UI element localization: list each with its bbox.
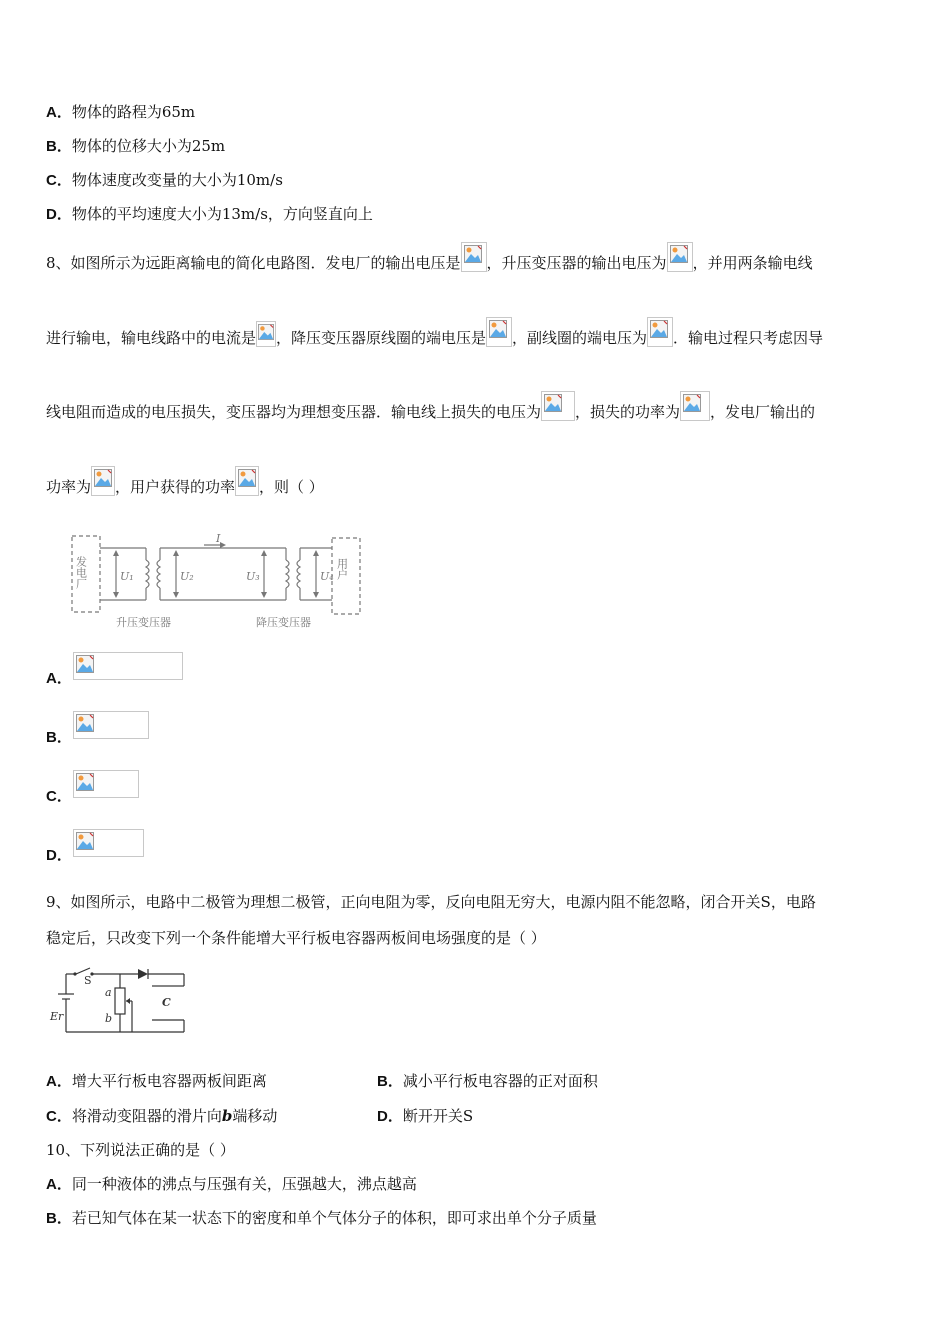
option-text: 物体速度改变量的大小为10m/s xyxy=(71,171,283,189)
option-c-image xyxy=(73,770,139,798)
transmission-circuit-diagram xyxy=(64,530,364,634)
text: 进行输电，输电线路中的电流是 xyxy=(46,329,257,347)
q8-stem-line-4 xyxy=(46,466,324,497)
broken-image-icon xyxy=(647,317,673,347)
option-b-image xyxy=(73,711,149,739)
broken-image-icon xyxy=(486,317,512,347)
broken-image-icon xyxy=(667,242,693,272)
q8-option-c xyxy=(46,786,72,807)
step-down-transformer-label: 降压变压器 xyxy=(256,616,311,629)
switch-label: S xyxy=(84,974,92,987)
option-text: 若已知气体在某一状态下的密度和单个气体分子的体积，即可求出单个分子质量 xyxy=(71,1209,597,1227)
q8-option-b xyxy=(46,727,72,748)
option-letter: C． xyxy=(46,172,72,189)
q7-option-d xyxy=(46,204,373,225)
step-up-transformer-label: 升压变压器 xyxy=(116,616,171,629)
broken-image-icon xyxy=(76,714,94,732)
text: ，降压变压器原线圈的端电压是 xyxy=(276,329,487,347)
option-letter: B． xyxy=(46,729,72,746)
option-letter: D． xyxy=(46,206,72,223)
q7-option-a xyxy=(46,102,195,123)
q9-option-c xyxy=(46,1106,277,1127)
option-italic: b xyxy=(221,1107,233,1125)
option-text: 减小平行板电容器的正对面积 xyxy=(402,1072,598,1090)
broken-image-icon xyxy=(91,466,115,496)
q9-option-b xyxy=(377,1071,598,1092)
option-text: 物体的平均速度大小为13m/s，方向竖直向上 xyxy=(71,205,373,223)
option-text: 断开开关S xyxy=(402,1107,474,1125)
q8-option-d xyxy=(46,845,72,866)
terminal-a-label: a xyxy=(105,986,112,999)
option-text: 物体的位移大小为25m xyxy=(71,137,226,155)
text: ，损失的功率为 xyxy=(575,403,681,421)
q7-option-b xyxy=(46,136,225,157)
text: ，并用两条输电线 xyxy=(692,254,813,272)
terminal-b-label: b xyxy=(105,1012,113,1025)
text: 线电阻而造成的电压损失，变压器均为理想变压器．输电线上损失的电压为 xyxy=(46,403,542,421)
option-d-image xyxy=(73,829,144,857)
q9-stem-line-2: 稳定后，只改变下列一个条件能增大平行板电容器两板间电场强度的是（ ） xyxy=(46,929,546,947)
option-text: 端移动 xyxy=(232,1107,278,1125)
option-letter: B． xyxy=(377,1073,403,1090)
source-label: Er xyxy=(50,1010,64,1023)
u2-label: U₂ xyxy=(180,570,194,583)
broken-image-icon xyxy=(256,321,276,347)
option-letter: C． xyxy=(46,1108,72,1125)
option-letter: A． xyxy=(46,1176,72,1193)
q10-option-a xyxy=(46,1174,417,1195)
broken-image-icon xyxy=(76,832,94,850)
diode-capacitor-circuit-diagram xyxy=(46,960,188,1042)
option-letter: A． xyxy=(46,670,72,687)
q10-stem: 10、下列说法正确的是（ ） xyxy=(46,1141,235,1159)
user-label: 用户 xyxy=(335,558,349,580)
option-letter: C． xyxy=(46,788,72,805)
option-letter: A． xyxy=(46,1073,72,1090)
q9-option-a xyxy=(46,1071,267,1092)
option-letter: A． xyxy=(46,104,72,121)
q9-stem-line-1: 9、如图所示，电路中二极管为理想二极管，正向电阻为零，反向电阻无穷大，电源内阻不能忽略，闭合开关S，电路 xyxy=(46,893,816,911)
q10-option-b xyxy=(46,1208,597,1229)
option-letter: D． xyxy=(377,1108,403,1125)
capacitor-label: C xyxy=(162,996,171,1009)
broken-image-icon xyxy=(76,655,94,673)
option-a-image xyxy=(73,652,183,680)
q8-stem-line-2 xyxy=(46,317,823,348)
text: ．输电过程只考虑因导 xyxy=(673,329,824,347)
option-letter: D． xyxy=(46,847,72,864)
text: ，升压变压器的输出电压为 xyxy=(486,254,667,272)
option-letter: B． xyxy=(46,1210,72,1227)
option-letter: B． xyxy=(46,138,72,155)
broken-image-icon xyxy=(235,466,259,496)
text: ，则（ ） xyxy=(259,478,324,496)
u4-label: U₄ xyxy=(320,570,334,583)
option-text: 物体的路程为65m xyxy=(71,103,196,121)
q8-stem-line-1 xyxy=(46,242,813,273)
broken-image-icon xyxy=(680,391,710,421)
power-plant-label: 发电厂 xyxy=(74,556,88,589)
u3-label: U₃ xyxy=(246,570,260,583)
q9-option-d xyxy=(377,1106,473,1127)
option-text: 增大平行板电容器两板间距离 xyxy=(71,1072,267,1090)
q7-option-c xyxy=(46,170,283,191)
q8-option-a xyxy=(46,668,72,689)
broken-image-icon xyxy=(461,242,487,272)
text: 8、如图所示为远距离输电的简化电路图．发电厂的输出电压是 xyxy=(46,254,461,272)
q8-stem-line-3 xyxy=(46,391,815,422)
text: ，发电厂输出的 xyxy=(710,403,816,421)
current-label: I xyxy=(216,532,221,545)
option-text: 将滑动变阻器的滑片向 xyxy=(71,1107,222,1125)
text: ，副线圈的端电压为 xyxy=(512,329,648,347)
u1-label: U₁ xyxy=(120,570,134,583)
broken-image-icon xyxy=(541,391,575,421)
option-text: 同一种液体的沸点与压强有关，压强越大，沸点越高 xyxy=(71,1175,417,1193)
text: 功率为 xyxy=(46,478,92,496)
text: ，用户获得的功率 xyxy=(115,478,236,496)
broken-image-icon xyxy=(76,773,94,791)
